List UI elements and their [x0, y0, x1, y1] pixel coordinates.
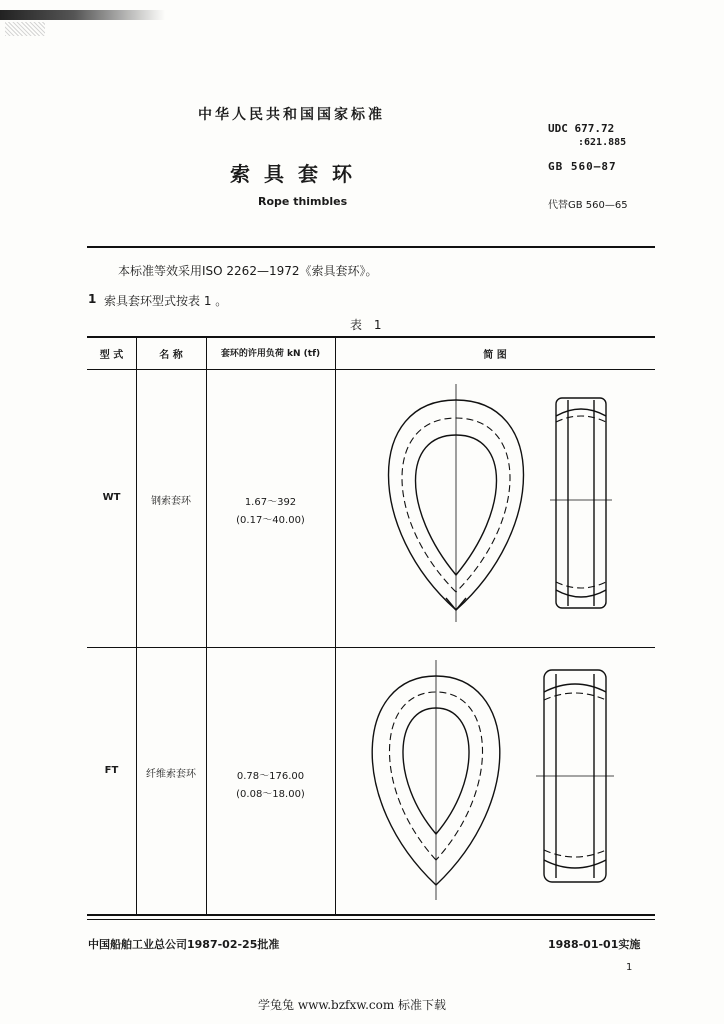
ft-front-view-drawing	[372, 660, 500, 900]
page-number: 1	[626, 962, 633, 973]
header-load: 套环的许用负荷 kN (tf)	[220, 349, 321, 359]
row-wt-type: WT	[102, 492, 121, 503]
row-ft-load-tf: (0.08～18.00)	[236, 789, 305, 800]
watermark-text: 学兔兔 www.bzfxw.com 标准下载	[258, 998, 447, 1012]
header-name: 名 称	[159, 350, 183, 361]
wt-front-view-drawing	[389, 384, 524, 622]
header-type: 型 式	[99, 350, 124, 361]
row-ft-type: FT	[104, 765, 119, 776]
udc-code: UDC 677.72	[548, 122, 615, 135]
udc-code-sub: :621.885	[578, 137, 627, 148]
wt-side-view-drawing	[550, 398, 612, 608]
header-rule	[87, 246, 655, 248]
effective-date: 1988-01-01实施	[548, 938, 641, 951]
row-ft-name: 纤维索套环	[146, 769, 196, 780]
table-caption: 表 1	[350, 318, 386, 332]
clause-number: 1	[88, 292, 97, 306]
gb-number: GB 560—87	[548, 160, 617, 173]
row-wt-load-kn: 1.67～392	[244, 497, 297, 508]
col-divider-1	[136, 336, 137, 914]
page-title: 索具套环	[230, 162, 366, 186]
clause-text: 索具套环型式按表 1 。	[104, 294, 228, 308]
thimble-drawings	[336, 370, 655, 914]
intro-paragraph: 本标准等效采用ISO 2262—1972《索具套环》。	[118, 264, 378, 278]
english-title: Rope thimbles	[258, 195, 348, 208]
header-drawing: 简 图	[483, 350, 507, 361]
scan-artifact-noise	[5, 22, 45, 36]
ft-side-view-drawing	[536, 670, 614, 882]
col-divider-2	[206, 336, 207, 914]
row-ft-load-kn: 0.78～176.00	[236, 771, 305, 782]
table-top-rule	[87, 336, 655, 338]
approval-note: 中国船舶工业总公司1987-02-25批准	[88, 938, 280, 951]
scan-artifact	[0, 10, 165, 20]
national-standard-label: 中华人民共和国国家标准	[198, 107, 385, 123]
row-wt-name: 钢索套环	[151, 496, 191, 507]
table-bottom-rule-inner	[87, 919, 655, 920]
table-bottom-rule	[87, 914, 655, 916]
replaces-standard: 代替GB 560—65	[548, 200, 628, 211]
row-wt-load-tf: (0.17～40.00)	[236, 515, 305, 526]
